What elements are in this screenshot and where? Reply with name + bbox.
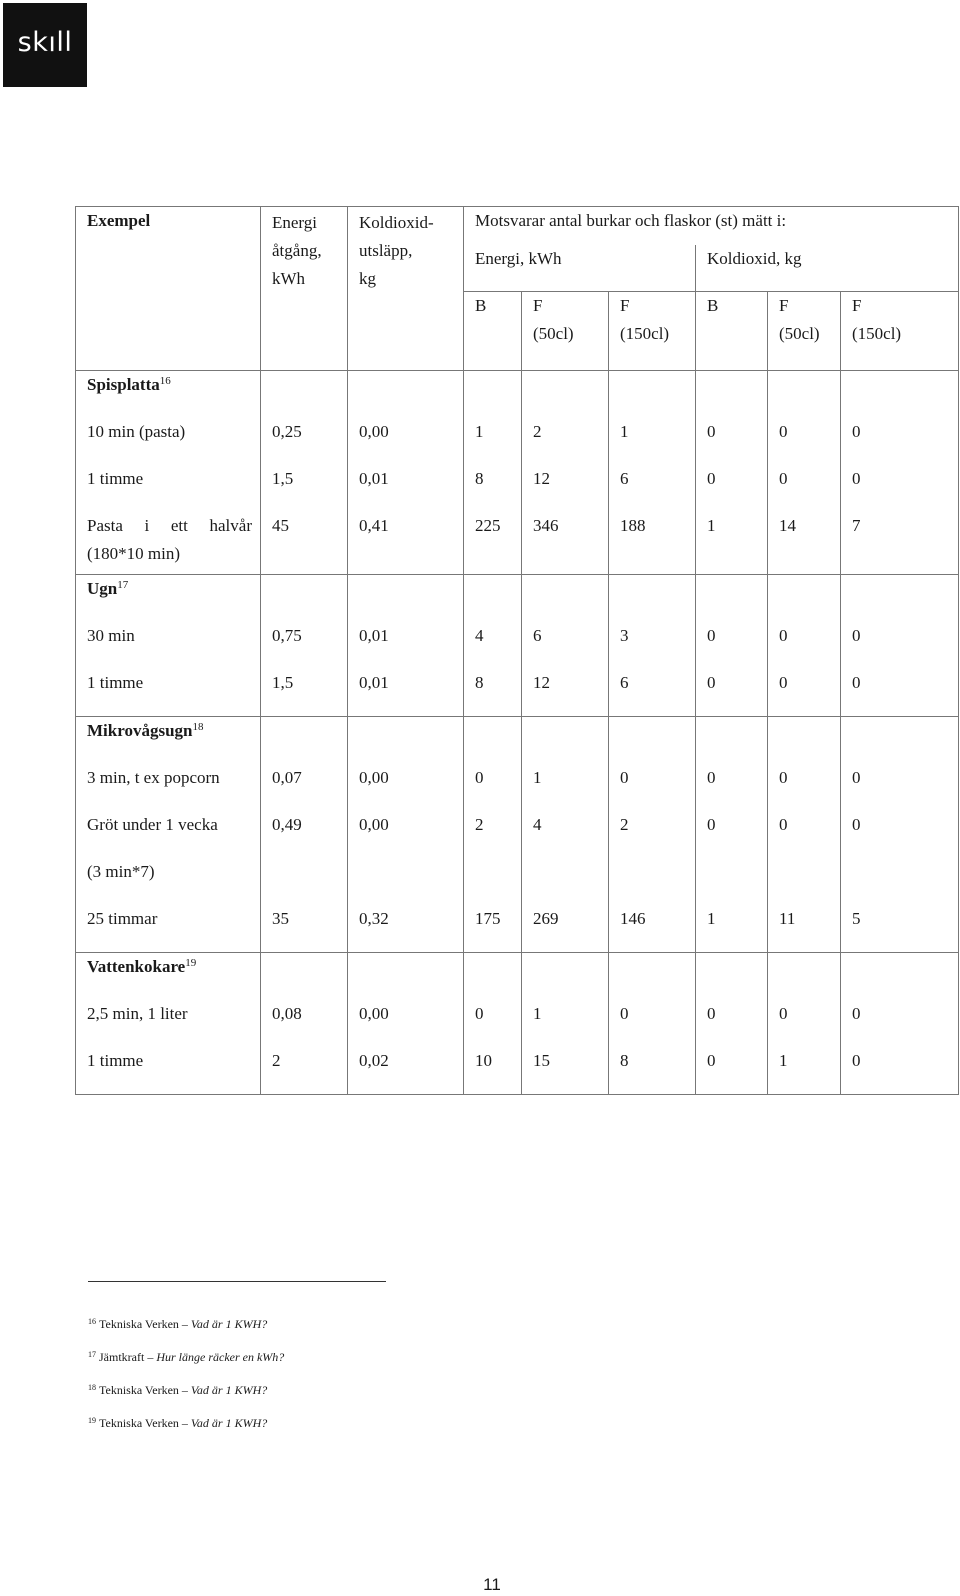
table-row: 1 timme 1,5 0,01 8 12 6 0 0 0 [76, 465, 959, 512]
table-row: (3 min*7) [76, 858, 959, 905]
footnote-17: $^{17}$ Jämtkraft – Hur länge räcker en kWh? [88, 1350, 285, 1364]
group-mikrovagsugn [76, 717, 959, 765]
col-header-motsvarar: Motsvarar antal burkar och flaskor (st) mätt i: [464, 207, 959, 246]
header-row [76, 207, 959, 246]
table-row: 1 timme 2 0,02 10 15 8 0 1 0 [76, 1047, 959, 1095]
col-header-energi-kwh: Energi, kWh [464, 245, 696, 292]
table-row: Pasta i ett halvår (180*10 min) 45 0,41 225 346 188 1 14 7 [76, 512, 959, 575]
col-header-koldioxid-kg: Koldioxid, kg [696, 245, 959, 292]
group-spisplatta [76, 371, 959, 419]
table-row: 1 timme 1,5 0,01 8 12 6 0 0 0 [76, 669, 959, 717]
table-row: Gröt under 1 vecka 0,49 0,00 2 4 2 0 0 0 [76, 811, 959, 858]
footnote-19: $^{19}$ Tekniska Verken – Vad är 1 KWH? [88, 1416, 268, 1430]
footnote-divider [88, 1281, 386, 1282]
table-row: 2,5 min, 1 liter 0,08 0,00 0 1 0 0 0 0 [76, 1000, 959, 1047]
col-header-f-150cl: F (150cl) [609, 292, 696, 371]
skill-logo: skıll [3, 3, 87, 87]
page-number: 11 [483, 1575, 501, 1594]
col-header-koldioxid: Koldioxid- utsläpp, kg [348, 207, 464, 371]
footnote-16: $^{16}$ Tekniska Verken – Vad är 1 KWH? [88, 1317, 268, 1331]
row-desc-pasta: Pasta i ett halvår (180*10 min) [76, 512, 261, 575]
col-header-f-50cl: F (50cl) [522, 292, 609, 371]
col-header-b: B [464, 292, 522, 371]
col-header-f-150cl: F (150cl) [841, 292, 959, 371]
group-label: Ugn$^{17}$ [76, 575, 261, 623]
table-row: 30 min 0,75 0,01 4 6 3 0 0 0 [76, 622, 959, 669]
table-row: 3 min, t ex popcorn 0,07 0,00 0 1 0 0 0 0 [76, 764, 959, 811]
group-label: Mikrovågsugn$^{18}$ [76, 717, 261, 765]
energy-table [75, 206, 959, 1095]
col-header-energi: Energi åtgång, kWh [261, 207, 348, 371]
footnote-18: $^{18}$ Tekniska Verken – Vad är 1 KWH? [88, 1383, 268, 1397]
table-row: 25 timmar 35 0,32 175 269 146 1 11 5 [76, 905, 959, 953]
group-ugn [76, 575, 959, 623]
group-label: Vattenkokare$^{19}$ [76, 953, 261, 1001]
col-header-exempel: Exempel [76, 207, 261, 371]
table-row: 10 min (pasta) 0,25 0,00 1 2 1 0 0 0 [76, 418, 959, 465]
group-vattenkokare [76, 953, 959, 1001]
group-label: Spisplatta$^{16}$ [76, 371, 261, 419]
col-header-f-50cl: F (50cl) [768, 292, 841, 371]
col-header-b: B [696, 292, 768, 371]
